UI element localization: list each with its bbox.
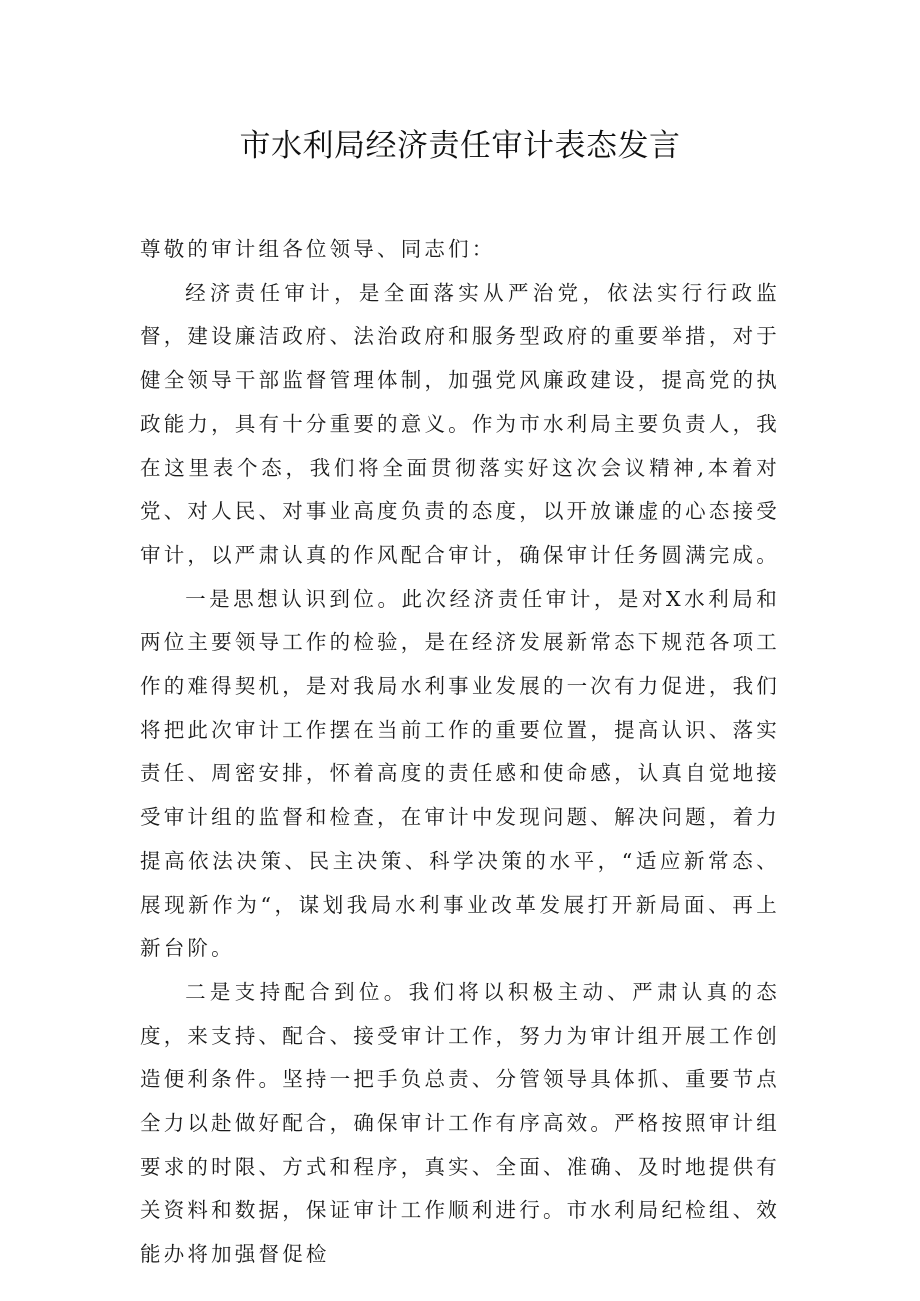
paragraph-intro: 经济责任审计，是全面落实从严治党，依法实行行政监督，建设廉洁政府、法治政府和服务型政府的重要举措，对于健全领导干部监督管理体制，加强党风廉政建设，提高党的执政能力，具有十分重要的意义。作为市水利局主要负责人，我在这里表个态，我们将全面贯彻落实好这次会议精神,本着对党、对人民、对事业高度负责的态度，以开放谦虚的心态接受审计，以严肃认真的作风配合审计，确保审计任务圆满完成。 xyxy=(140,280,780,567)
paragraph-point-two: 二是支持配合到位。我们将以积极主动、严肃认真的态度，来支持、配合、接受审计工作，努力为审计组开展工作创造便利条件。坚持一把手负总责、分管领导具体抓、重要节点全力以赴做好配合，确保审计工作有序高效。严格按照审计组要求的时限、方式和程序，真实、全面、准确、及时地提供有关资料和数据，保证审计工作顺利进行。市水利局纪检组、效能办将加强督促检 xyxy=(140,979,780,1267)
paragraph-point-one: 一是思想认识到位。此次经济责任审计，是对X水利局和两位主要领导工作的检验，是在经济发展新常态下规范各项工作的难得契机，是对我局水利事业发展的一次有力促进，我们将把此次审计工作摆在当前工作的重要位置，提高认识、落实责任、周密安排，怀着高度的责任感和使命感，认真自觉地接受审计组的监督和检查，在审计中发现问题、解决问题，着力提高依法决策、民主决策、科学决策的水平，“适应新常态、展现新作为“，谋划我局水利事业改革发展打开新局面、再上新台阶。 xyxy=(140,586,780,961)
document-body xyxy=(140,228,780,1277)
salutation: 尊敬的审计组各位领导、同志们： xyxy=(140,237,496,261)
document-title: 市水利局经济责任审计表态发言 xyxy=(239,128,681,164)
